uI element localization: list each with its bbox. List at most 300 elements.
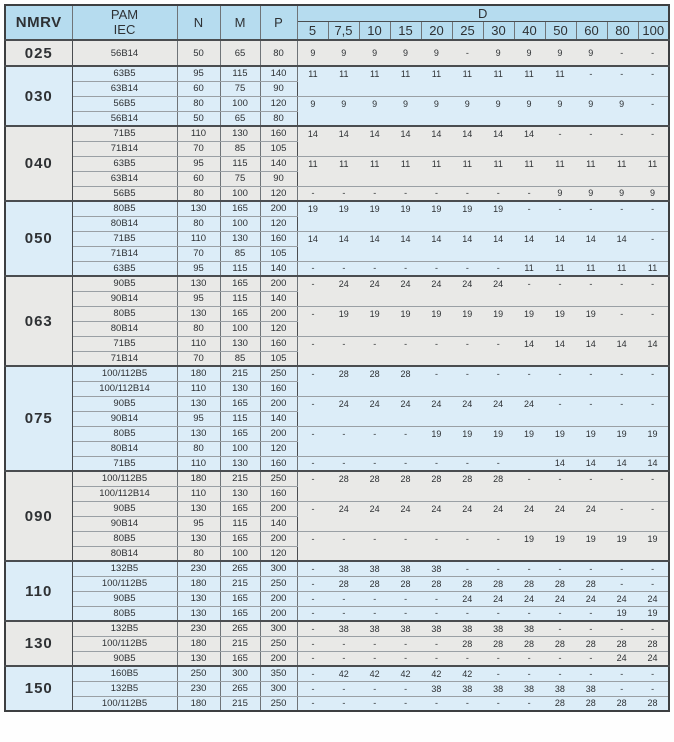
d-value: 38 — [338, 623, 349, 634]
d-value: 28 — [462, 638, 473, 649]
d-value: - — [404, 338, 408, 349]
d-value: - — [342, 593, 346, 604]
table-row — [5, 186, 669, 201]
table-row — [5, 576, 669, 591]
d-value: 24 — [462, 398, 473, 409]
d-value: - — [404, 593, 408, 604]
d-value: 24 — [554, 503, 565, 514]
d-value: 14 — [554, 458, 565, 469]
n-cell: 130 — [177, 396, 220, 411]
d-value: - — [404, 458, 408, 469]
d-value: - — [465, 653, 469, 664]
d-value: 19 — [369, 308, 380, 319]
d-value: - — [589, 398, 593, 409]
d-value: - — [434, 458, 438, 469]
d-value: - — [589, 608, 593, 619]
d-value: - — [496, 369, 500, 379]
d-value: - — [373, 698, 377, 709]
d-value: 14 — [369, 129, 380, 139]
d-value: 28 — [647, 638, 658, 649]
d-value: 24 — [369, 503, 380, 514]
table-row — [5, 606, 669, 621]
d-value: 19 — [647, 608, 658, 619]
n-cell: 95 — [177, 66, 220, 81]
pam-cell: 80B14 — [72, 546, 177, 561]
d-values-cell — [297, 366, 669, 396]
d-value: 11 — [370, 69, 380, 79]
d-value: 28 — [524, 578, 535, 589]
d-value: 11 — [617, 263, 627, 274]
pam-cell: 56B5 — [72, 186, 177, 201]
d-value: 19 — [493, 428, 504, 439]
d-value: 28 — [493, 578, 504, 589]
d-value: - — [311, 653, 315, 664]
m-cell: 100 — [220, 96, 260, 111]
n-cell: 250 — [177, 666, 220, 681]
pam-cell: 90B5 — [72, 501, 177, 516]
d-value: - — [651, 683, 655, 694]
m-cell: 115 — [220, 291, 260, 306]
d-value: 42 — [369, 668, 380, 679]
d-value: - — [373, 608, 377, 619]
d-value: - — [342, 338, 346, 349]
m-cell: 215 — [220, 576, 260, 591]
m-cell: 115 — [220, 516, 260, 531]
n-cell: 70 — [177, 141, 220, 156]
pam-cell: 63B14 — [72, 81, 177, 96]
m-cell: 85 — [220, 141, 260, 156]
d-values-cell — [297, 456, 669, 471]
header-d-size: 80 — [607, 22, 638, 41]
d-value: 28 — [585, 578, 596, 589]
d-value: 24 — [524, 503, 535, 514]
header-d-size: 7,5 — [328, 22, 359, 41]
table-row — [5, 621, 669, 636]
d-value: - — [373, 533, 377, 544]
d-values-grid — [298, 427, 669, 439]
pam-cell: 63B5 — [72, 261, 177, 276]
pam-cell: 90B14 — [72, 516, 177, 531]
pam-cell: 100/112B5 — [72, 471, 177, 486]
d-value: 14 — [493, 233, 504, 244]
d-value: - — [651, 474, 655, 484]
p-cell: 140 — [260, 516, 297, 531]
d-value: 38 — [493, 623, 504, 634]
m-cell: 130 — [220, 231, 260, 246]
d-value: 9 — [341, 98, 347, 109]
d-value: - — [404, 638, 408, 649]
d-values-grid — [298, 669, 669, 679]
pam-cell: 71B14 — [72, 141, 177, 156]
p-cell: 140 — [260, 66, 297, 81]
d-value: 14 — [493, 129, 504, 139]
d-value: - — [434, 369, 438, 379]
d-value: - — [404, 683, 408, 694]
d-value: - — [404, 698, 408, 709]
d-value: - — [311, 474, 315, 484]
d-values-grid — [298, 608, 669, 618]
n-cell: 130 — [177, 606, 220, 621]
d-value: 9 — [341, 48, 347, 58]
d-values-cell — [297, 40, 669, 66]
d-values-grid — [298, 458, 669, 468]
m-cell: 100 — [220, 186, 260, 201]
table-row — [5, 396, 669, 411]
d-value: - — [558, 668, 562, 679]
d-value: 38 — [524, 683, 535, 694]
p-cell: 300 — [260, 681, 297, 696]
p-cell: 90 — [260, 81, 297, 96]
d-value: 14 — [338, 129, 349, 139]
d-value: 19 — [616, 533, 627, 544]
d-value: 24 — [338, 398, 349, 409]
d-value: - — [589, 623, 593, 634]
p-cell: 250 — [260, 366, 297, 381]
n-cell: 180 — [177, 696, 220, 711]
header-d-size: 50 — [545, 22, 576, 41]
n-cell: 95 — [177, 261, 220, 276]
d-value: 24 — [616, 593, 627, 604]
header-d-size: 40 — [514, 22, 545, 41]
header-pam-iec — [72, 5, 177, 40]
d-value: - — [434, 188, 438, 199]
p-cell: 120 — [260, 321, 297, 336]
d-value: 14 — [462, 129, 473, 139]
d-values-grid — [298, 127, 669, 139]
d-value: 42 — [338, 668, 349, 679]
d-value: - — [620, 204, 624, 214]
pam-cell: 63B5 — [72, 156, 177, 171]
pam-cell: 132B5 — [72, 561, 177, 576]
d-value: 28 — [369, 369, 380, 379]
d-value: 11 — [370, 158, 380, 169]
d-value: 38 — [369, 563, 380, 574]
p-cell: 250 — [260, 636, 297, 651]
m-cell: 115 — [220, 411, 260, 426]
n-cell: 180 — [177, 576, 220, 591]
d-value: 24 — [431, 279, 442, 289]
d-value: 11 — [555, 158, 565, 169]
d-value: 14 — [524, 233, 535, 244]
pam-cell: 90B5 — [72, 396, 177, 411]
pam-cell: 71B5 — [72, 336, 177, 351]
d-value: - — [342, 698, 346, 709]
d-value: - — [373, 593, 377, 604]
d-value: 11 — [617, 158, 627, 169]
d-value: 14 — [524, 129, 535, 139]
p-cell: 105 — [260, 246, 297, 261]
p-cell: 200 — [260, 606, 297, 621]
d-value: 9 — [433, 98, 439, 109]
m-cell: 215 — [220, 471, 260, 486]
table-row — [5, 696, 669, 711]
d-value: - — [496, 263, 500, 274]
m-cell: 130 — [220, 381, 260, 396]
p-cell: 250 — [260, 696, 297, 711]
p-cell: 120 — [260, 186, 297, 201]
d-value: - — [434, 698, 438, 709]
n-cell: 230 — [177, 621, 220, 636]
n-cell: 180 — [177, 366, 220, 381]
d-value: 14 — [338, 233, 349, 244]
d-value: 19 — [647, 533, 658, 544]
d-value: - — [342, 638, 346, 649]
d-value: 38 — [431, 683, 442, 694]
d-value: 14 — [462, 233, 473, 244]
d-value: - — [558, 204, 562, 214]
d-value: 24 — [493, 279, 504, 289]
d-values-cell — [297, 186, 669, 201]
d-value: - — [373, 188, 377, 199]
d-value: 9 — [464, 98, 470, 109]
d-value: 19 — [585, 428, 596, 439]
m-cell: 265 — [220, 681, 260, 696]
d-value: - — [589, 69, 593, 79]
d-value: - — [558, 608, 562, 619]
d-value: 38 — [493, 683, 504, 694]
d-value: - — [311, 668, 315, 679]
pam-cell: 160B5 — [72, 666, 177, 681]
d-value: - — [496, 563, 500, 574]
d-value: 19 — [369, 204, 380, 214]
d-value: - — [373, 653, 377, 664]
d-value: - — [373, 638, 377, 649]
header-m: M — [220, 5, 260, 40]
header-d-size: 10 — [359, 22, 390, 41]
d-value: 28 — [400, 474, 411, 484]
pam-cell: 90B5 — [72, 276, 177, 291]
d-value: - — [527, 188, 531, 199]
d-value: - — [589, 369, 593, 379]
d-value: 9 — [526, 98, 532, 109]
d-value: - — [496, 338, 500, 349]
d-value: 38 — [554, 683, 565, 694]
d-value: - — [589, 563, 593, 574]
p-cell: 200 — [260, 306, 297, 321]
pam-cell: 90B5 — [72, 651, 177, 666]
d-value: 28 — [431, 578, 442, 589]
d-value: - — [465, 369, 469, 379]
d-value: 14 — [307, 233, 318, 244]
header-d-size: 20 — [421, 22, 452, 41]
pam-cell: 71B5 — [72, 126, 177, 141]
d-values-cell — [297, 426, 669, 456]
d-values-cell — [297, 501, 669, 531]
m-cell: 75 — [220, 171, 260, 186]
d-value: 14 — [431, 233, 442, 244]
d-value: - — [589, 668, 593, 679]
d-values-grid — [298, 653, 669, 663]
d-value: 24 — [554, 593, 565, 604]
d-value: 14 — [585, 338, 596, 349]
d-value: 19 — [524, 308, 535, 319]
d-value: - — [651, 129, 655, 139]
d-value: - — [527, 204, 531, 214]
d-value: 11 — [555, 263, 565, 274]
d-value: 9 — [310, 98, 316, 109]
table-row — [5, 336, 669, 351]
n-cell: 95 — [177, 156, 220, 171]
m-cell: 115 — [220, 156, 260, 171]
d-value: 11 — [493, 69, 503, 79]
d-value: 19 — [462, 204, 473, 214]
p-cell: 140 — [260, 261, 297, 276]
d-value: - — [342, 653, 346, 664]
d-value: - — [620, 369, 624, 379]
d-value: - — [404, 188, 408, 199]
p-cell: 300 — [260, 561, 297, 576]
pam-dimensions-table — [4, 4, 670, 712]
d-value: 24 — [462, 279, 473, 289]
d-value: 14 — [554, 338, 565, 349]
d-value: - — [465, 533, 469, 544]
d-value: 38 — [462, 623, 473, 634]
table-row — [5, 40, 669, 66]
n-cell: 110 — [177, 486, 220, 501]
d-value: 38 — [338, 563, 349, 574]
n-cell: 130 — [177, 276, 220, 291]
d-value: 42 — [400, 668, 411, 679]
p-cell: 350 — [260, 666, 297, 681]
n-cell: 110 — [177, 231, 220, 246]
d-values-cell — [297, 96, 669, 126]
d-value: 28 — [585, 638, 596, 649]
d-value: - — [311, 623, 315, 634]
d-value: 28 — [400, 369, 411, 379]
p-cell: 200 — [260, 591, 297, 606]
d-value: 28 — [462, 578, 473, 589]
table-row — [5, 636, 669, 651]
d-values-grid — [298, 202, 669, 214]
d-values-grid — [298, 48, 669, 58]
n-cell: 230 — [177, 561, 220, 576]
d-value: 38 — [585, 683, 596, 694]
n-cell: 130 — [177, 531, 220, 546]
d-value: - — [651, 398, 655, 409]
d-value: 11 — [524, 263, 534, 274]
n-cell: 110 — [177, 126, 220, 141]
m-cell: 100 — [220, 321, 260, 336]
d-value: 24 — [493, 398, 504, 409]
m-cell: 165 — [220, 396, 260, 411]
d-value: - — [465, 188, 469, 199]
p-cell: 120 — [260, 96, 297, 111]
p-cell: 300 — [260, 621, 297, 636]
table-row — [5, 66, 669, 81]
d-value: - — [589, 204, 593, 214]
d-value: 19 — [585, 308, 596, 319]
m-cell: 215 — [220, 366, 260, 381]
d-value: 24 — [400, 279, 411, 289]
table-row — [5, 681, 669, 696]
d-value: - — [651, 48, 655, 58]
d-value: 11 — [339, 69, 349, 79]
p-cell: 160 — [260, 126, 297, 141]
d-values-grid — [298, 337, 669, 349]
d-value: - — [527, 279, 531, 289]
d-value: 9 — [310, 48, 316, 58]
d-value: 28 — [554, 698, 565, 709]
d-value: 38 — [524, 623, 535, 634]
d-value: - — [527, 668, 531, 679]
d-value: 19 — [554, 428, 565, 439]
d-value: - — [558, 129, 562, 139]
d-value: 24 — [493, 503, 504, 514]
p-cell: 140 — [260, 156, 297, 171]
table-row — [5, 231, 669, 246]
n-cell: 110 — [177, 456, 220, 471]
d-value: 9 — [650, 188, 656, 199]
d-value: - — [558, 653, 562, 664]
table-row — [5, 456, 669, 471]
d-value: - — [496, 668, 500, 679]
d-values-grid — [298, 684, 669, 694]
d-value: - — [620, 279, 624, 289]
m-cell: 165 — [220, 531, 260, 546]
d-value: - — [465, 48, 469, 58]
d-value: - — [342, 458, 346, 469]
d-values-cell — [297, 336, 669, 366]
d-value: - — [620, 129, 624, 139]
pam-cell: 132B5 — [72, 621, 177, 636]
d-value: 19 — [400, 308, 411, 319]
d-value: - — [342, 683, 346, 694]
d-value: 11 — [339, 158, 349, 169]
header-d-size: 5 — [297, 22, 328, 41]
d-value: 11 — [431, 158, 442, 169]
d-value: - — [651, 578, 655, 589]
d-value: 24 — [431, 398, 442, 409]
m-cell: 100 — [220, 441, 260, 456]
d-value: - — [651, 369, 655, 379]
d-value: 11 — [647, 158, 658, 169]
d-value: - — [558, 474, 562, 484]
d-value: - — [311, 503, 315, 514]
d-value: 19 — [462, 428, 473, 439]
d-value: - — [311, 638, 315, 649]
p-cell: 120 — [260, 546, 297, 561]
d-value: - — [311, 683, 315, 694]
d-value: - — [527, 474, 531, 484]
d-value: 19 — [616, 608, 627, 619]
d-value: 9 — [433, 48, 439, 58]
pam-cell: 56B14 — [72, 40, 177, 66]
d-value: - — [311, 398, 315, 409]
d-value: - — [311, 458, 315, 469]
p-cell: 200 — [260, 531, 297, 546]
table-body — [5, 40, 669, 711]
d-value: 19 — [307, 204, 318, 214]
nmrv-size-cell: 130 — [5, 621, 72, 666]
d-value: 28 — [616, 698, 627, 709]
d-value: - — [651, 563, 655, 574]
d-values-grid — [298, 502, 669, 514]
d-values-grid — [298, 397, 669, 409]
d-values-cell — [297, 531, 669, 561]
p-cell: 80 — [260, 111, 297, 126]
d-value: - — [342, 533, 346, 544]
d-value: 28 — [616, 638, 627, 649]
pam-cell: 100/112B5 — [72, 366, 177, 381]
pam-cell: 80B5 — [72, 606, 177, 621]
d-value: 9 — [588, 98, 594, 109]
d-value: 28 — [400, 578, 411, 589]
pam-cell: 71B14 — [72, 246, 177, 261]
pam-cell: 90B14 — [72, 411, 177, 426]
d-value: 9 — [403, 48, 409, 58]
d-value: 19 — [554, 308, 565, 319]
table-header — [5, 5, 669, 40]
